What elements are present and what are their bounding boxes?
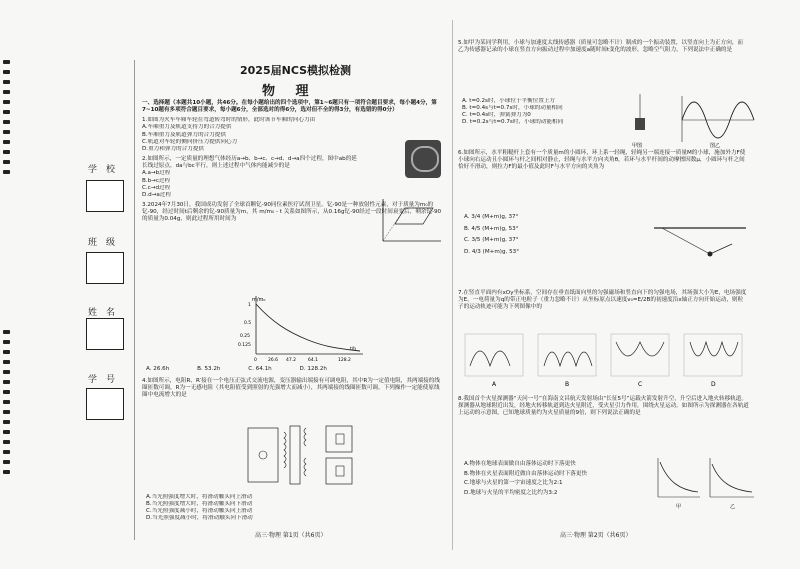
train-wheel-photo: [405, 140, 441, 178]
name-label: 姓名: [88, 308, 125, 318]
q5-option-c[interactable]: C. t=0.4s时，弹簧弹力为0: [462, 112, 531, 119]
q3-tick-025: 0.25: [240, 334, 251, 339]
q5-options: [462, 98, 632, 127]
q5-figures: [630, 92, 760, 150]
q3-x-tick-1: 26.6: [268, 358, 279, 363]
question-4: [142, 378, 444, 399]
footer-right: 高三·物理 第2页（共6页）: [560, 532, 632, 539]
q8-options: [464, 460, 644, 498]
q3-option-a[interactable]: A. 26.6h: [146, 366, 170, 372]
q7-option-b[interactable]: B: [565, 381, 570, 388]
question-7: [458, 290, 748, 311]
q7-fig-c: [611, 334, 669, 376]
question-5: [458, 40, 748, 54]
q6-string: [662, 228, 710, 254]
binding-line: [134, 60, 135, 540]
q7-fig-b: [538, 334, 596, 376]
q8-fig-a-curve: [660, 462, 698, 492]
school-field[interactable]: [86, 180, 124, 212]
q5-fig-b: 图乙: [710, 143, 721, 149]
name-field[interactable]: [86, 318, 124, 350]
binding-dots-top: [0, 60, 18, 180]
q6-option-b[interactable]: B. 4/5 (M+m)g, 53°: [464, 225, 519, 232]
q5-option-b[interactable]: B. t=0.4s与t=0.7s时，小球的动量相同: [462, 105, 563, 112]
binding-strip: [0, 0, 62, 569]
q7-fig-d: [684, 334, 742, 376]
section-intro: 一、选择题（本题共10小题，共46分。在每小题给出的四个选项中，第1~6题只有一项符合题目要求，每小题4分，第7~10题有多项符合题目要求，每小题6分，全部选对的得6分，选对但不全的得3分，有选错的得0分）: [142, 100, 437, 114]
q6-option-c[interactable]: C. 3/5 (M+m)g, 37°: [464, 237, 519, 244]
school-label: 学校: [88, 165, 125, 175]
q3-tick-1: 1: [248, 303, 251, 308]
q3-decay-chart: [238, 292, 368, 364]
q7-fig-a: [465, 334, 523, 376]
q8-fig-b: 乙: [730, 504, 736, 510]
q6-figure: [650, 218, 750, 268]
q3-option-d[interactable]: D. 128.2h: [299, 366, 327, 372]
q2-option-b[interactable]: B.b→c过程: [142, 177, 171, 184]
class-label: 班级: [88, 238, 125, 248]
q5-fig-a: 甲图: [632, 143, 643, 149]
q1-option-d[interactable]: D.重力和弹力的合力提供: [142, 145, 205, 152]
id-label: 学号: [88, 375, 125, 385]
q8-stem: 8.我国首个火星探测器“天问一号”在海南文昌航天发射场由“长征5号”运载火箭发射升空，升空后进入地火转移轨道。探测器从地球附近出发，经地火转移轨道到达火星附近，受火星引力作用，围绕火星运动。如图所示为探测器在各轨道上运动的示意图，已知地球质量约为火星质量的9倍，则下列说法正确的是: [458, 396, 749, 417]
q3-x-tick-2: 47.2: [286, 358, 297, 363]
q3-xlabel: t/h: [350, 347, 357, 352]
q5-option-a[interactable]: A. t=0.2s时，小球位于平衡位置上方: [462, 98, 556, 104]
q7-option-c[interactable]: C: [638, 381, 643, 388]
footer-left: 高三·物理 第1页（共6页）: [255, 532, 327, 539]
subject-title: 物 理: [262, 84, 317, 99]
q6-options: [464, 212, 614, 259]
q4-option-c[interactable]: C.当光照强度减小时，将滑动触头向上滑动: [146, 508, 253, 515]
question-2: [142, 156, 362, 199]
q8-fig-b-curve: [712, 464, 752, 492]
q8-fig-a: 甲: [676, 504, 682, 510]
q4-option-a[interactable]: A.当光照强度增大时，将滑动触头向上滑动: [146, 494, 253, 500]
q5-option-d[interactable]: D. t=0.2s与t=0.7s时，小球的动能相同: [462, 119, 564, 126]
q1-stem: 1.如图为火车车厢车轮在弯道转弯时的情形，此时该节车厢的向心力由: [142, 117, 316, 124]
q6-option-a[interactable]: A. 3/4 (M+m)g, 37°: [464, 214, 519, 220]
q8-option-c[interactable]: C.地球与火星的第一宇宙速度之比为2:1: [464, 480, 563, 486]
q6-option-d[interactable]: D. 4/3 (M+m)g, 53°: [464, 249, 519, 256]
q5-stem: 5.如甲为某同学利用，小球与加速度太线传感器（质量可忽略不计）制成的一个振动装置，以竖直向上为正方向，而乙为传感器记录的小球在竖直方向振动过程中加速度a随时间t变化的波形，忽略空气阻力，下列说法中正确的是: [458, 40, 744, 54]
binding-dots-bottom: [0, 330, 18, 480]
q1-option-c[interactable]: C.轨道对车轮的侧向挤压力提供向心力: [142, 138, 238, 145]
page-divider: [452, 20, 453, 550]
question-6: [458, 150, 748, 171]
q7-option-d[interactable]: D: [711, 381, 716, 388]
q2-stem: 2.如图所示，一定质量的理想气体经历a→b、b→c、c→d、d→a四个过程，图中ab的延长线过原点，da与bc平行，则上述过程中气体内能减少的是: [142, 156, 357, 170]
q3-tick-05: 0.5: [244, 321, 252, 326]
q3-tick-0125: 0.125: [238, 343, 251, 348]
q7-stem: 7.在竖直平面内有xOy坐标系，空间存在垂直纸面向里的匀强磁场和竖直向下的匀强电场，其场强大小为E，电场强度为E，一电荷量为q的带正电粒子（重力忽略不计）从坐标原点以速度v₀=E/2B的初速度沿x轴正方向开始运动，则粒子的运动轨迹可能为下列图像中的: [458, 290, 747, 311]
exam-title: 2025届NCS模拟检测: [240, 64, 352, 77]
q3-decay-curve: [256, 304, 360, 351]
q8-option-a[interactable]: A.物体在地球表面做自由落体运动时下落更快: [464, 461, 576, 467]
q3-x-tick-3: 64.1: [308, 358, 319, 363]
q3-options: [146, 366, 446, 373]
q3-option-c[interactable]: C. 64.1h: [248, 366, 272, 372]
q3-x-tick-0: 0: [254, 358, 257, 363]
q6-ball: [708, 252, 713, 257]
q1-option-a[interactable]: A.车厢重力及轨道支持力的合力提供: [142, 124, 232, 131]
q8-figures: [650, 452, 760, 512]
q8-option-d[interactable]: D.地球与火星的平均密度之比约为3:2: [464, 489, 558, 496]
q3-stem: 3.2024年7月30日，我国成功发射了全球首颗钇-90同位素医疗试剂卫星。钇-90是一种放射性元素，对于质量为m₀的钇-90，经过时间t后剩余的钇-90质量为m，其 m/m₀ - t 关系如图所示，从0.16g钇-90经过一段时间衰变后，剩余钇-90的质量为0.04g，则此过程所用时间为: [142, 202, 442, 223]
q2-graph: [375, 196, 445, 246]
class-field[interactable]: [86, 252, 124, 284]
q1-option-b[interactable]: B.车厢重力及轨道弹力的合力提供: [142, 131, 226, 138]
q6-stem: 6.如图所示，水平粗糙杆上套有一个质量m的小圆环，环上系一轻绳，轻绳另一端连接一质量M的小球，施加外力F使小球向右运动且小圆环与杆之间相对静止，轻绳与水平方向夹角θ，若环与水平杆间的动摩擦因数μ，小圆环与杆之间恰好不滑动，则拉力F的最小值及此时F与水平方向的夹角为: [458, 150, 746, 171]
id-field[interactable]: [86, 388, 124, 420]
question-1: [142, 117, 392, 153]
q2-option-d[interactable]: D.d→a过程: [142, 191, 171, 198]
q4-option-b[interactable]: B.当光照强度增大时，将滑动触头向下滑动: [146, 501, 253, 508]
q7-options-figures: [460, 330, 750, 390]
q8-option-b[interactable]: B.物体在火星表面附近做自由落体运动时下落更快: [464, 470, 588, 477]
q3-ylabel: m/m₀: [252, 297, 266, 303]
q4-options: [146, 494, 446, 523]
q4-option-d[interactable]: D.当光照强度减小时，将滑动触头向下滑动: [146, 515, 253, 522]
q4-stem: 4.如图所示，电阻R、R′接在一个电压正弦式交流电源，变压器输出端接有可调电阻，其中R为一定值电阻，其两端接的线圈匝数可调，R为一无感电阻（其电阻值受到照射的光强增大而减小），其两端接的线圈匝数可调。下列操作一定能使原线圈中电流增大的是: [142, 378, 440, 399]
q6-force: [710, 244, 732, 254]
question-8: [458, 396, 750, 417]
q3-x-tick-4: 128.2: [338, 358, 351, 363]
q7-option-a[interactable]: A: [492, 381, 497, 388]
q3-option-b[interactable]: B. 53.2h: [197, 366, 221, 372]
q2-option-c[interactable]: C.c→d过程: [142, 184, 171, 191]
q4-circuit: [238, 418, 358, 492]
q5-ball: [635, 118, 645, 130]
q2-option-a[interactable]: A.a→b过程: [142, 170, 171, 177]
